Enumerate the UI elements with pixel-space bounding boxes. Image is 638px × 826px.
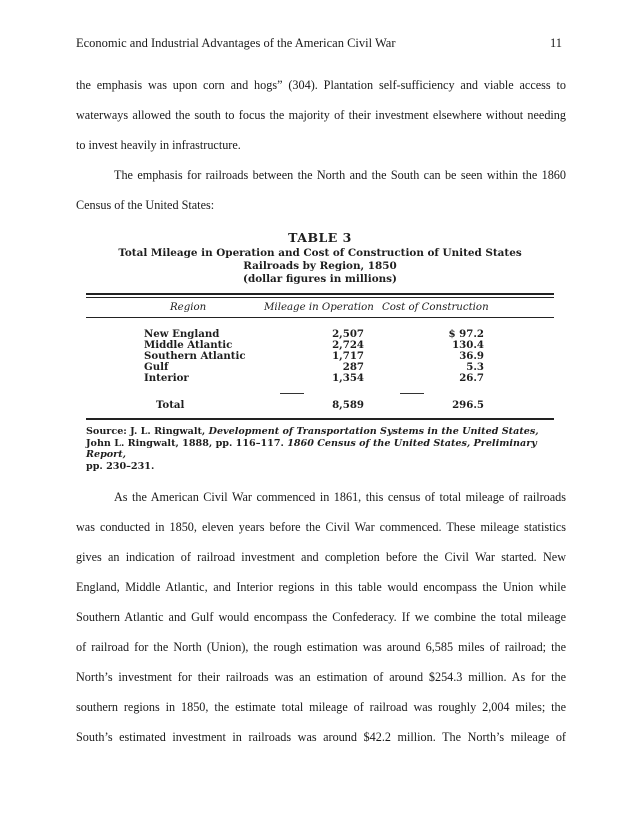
body-line: South’s estimated investment in railroads was around $42.2 million. The North’s mileage of [76, 730, 566, 744]
table-title-line: (dollar figures in millions) [243, 273, 397, 285]
table-source-note [86, 426, 554, 472]
body-line: England, Middle Atlantic, and Interior regions in this table would encompass the Union while [76, 580, 566, 594]
table-title-line: Railroads by Region, 1850 [243, 260, 397, 272]
source-pages: pp. 230–231. [86, 460, 155, 472]
table-figure [86, 230, 554, 472]
cell-cost: 26.7 [459, 372, 484, 384]
body-line: The emphasis for railroads between the North and the South can be seen within the 1860 [114, 168, 566, 182]
cell-total-label: Total [156, 399, 185, 411]
table-bottom-rule [86, 418, 554, 420]
table-top-rule [86, 293, 554, 295]
table-top-rule-thin [86, 297, 554, 298]
body-line: of railroad for the North (Union), the rough estimation was around 6,585 miles of railroad; the [76, 640, 566, 654]
cell-mileage: 1,354 [332, 372, 364, 384]
cell-mileage: 2,507 [332, 328, 364, 340]
source-publisher: John L. Ringwalt, 1888, pp. 116–117. [86, 437, 288, 449]
source-book-title: Development of Transportation Systems in the United States, [208, 426, 539, 437]
table-label: TABLE 3 [288, 230, 352, 245]
body-line: As the American Civil War commenced in 1861, this census of total mileage of railroads [114, 490, 566, 504]
cell-region: New England [144, 328, 220, 340]
cell-region: Interior [144, 372, 189, 384]
body-line: North’s investment for their railroads was an estimation of around $254.3 million. As for the [76, 670, 566, 684]
body-line: Southern Atlantic and Gulf would encompass the Confederacy. If we combine the total mileage [76, 610, 566, 624]
page-number: 11 [549, 36, 562, 50]
sum-rule-mileage [280, 393, 304, 394]
cell-cost: $ 97.2 [448, 328, 484, 340]
cell-cost: 5.3 [466, 361, 484, 373]
cell-mileage: 1,717 [332, 350, 364, 362]
header-cost: Cost of Construction [382, 302, 489, 313]
table-title-line: Total Mileage in Operation and Cost of Construction of United States [118, 247, 522, 259]
body-line: southern regions in 1850, the estimate total mileage of railroad was roughly 2,004 miles; the [76, 700, 566, 714]
header-mileage: Mileage in Operation [264, 302, 374, 313]
body-line: to invest heavily in infrastructure. [76, 138, 241, 152]
running-title: Economic and Industrial Advantages of the American Civil War [76, 36, 396, 50]
cell-region: Gulf [144, 361, 169, 373]
table-header-rule [86, 317, 554, 318]
cell-cost: 130.4 [452, 339, 484, 351]
body-paragraph-bottom [76, 482, 566, 752]
cell-total-mileage: 8,589 [332, 399, 364, 411]
body-line: gives an indication of railroad investment and completion before the Civil War started. New [76, 550, 566, 564]
cell-mileage: 287 [342, 361, 364, 373]
body-line: was conducted in 1850, eleven years before the Civil War commenced. These mileage statistics [76, 520, 566, 534]
cell-cost: 36.9 [459, 350, 484, 362]
body-line: the emphasis was upon corn and hogs” (304). Plantation self-sufficiency and viable access to [76, 78, 566, 92]
source-census-title: 1860 Census of the United States, Preliminary Report, [86, 437, 537, 460]
cell-mileage: 2,724 [332, 339, 364, 351]
header-region: Region [170, 302, 207, 313]
cell-region: Middle Atlantic [144, 339, 233, 351]
source-lead: Source: J. L. Ringwalt, [86, 426, 209, 437]
sum-rule-cost [400, 393, 424, 394]
cell-total-cost: 296.5 [452, 399, 484, 411]
body-line: Census of the United States: [76, 198, 215, 212]
body-line: waterways allowed the south to focus the majority of their investment elsewhere without needing [76, 108, 566, 122]
cell-region: Southern Atlantic [144, 350, 246, 362]
body-paragraph-top [76, 70, 566, 220]
